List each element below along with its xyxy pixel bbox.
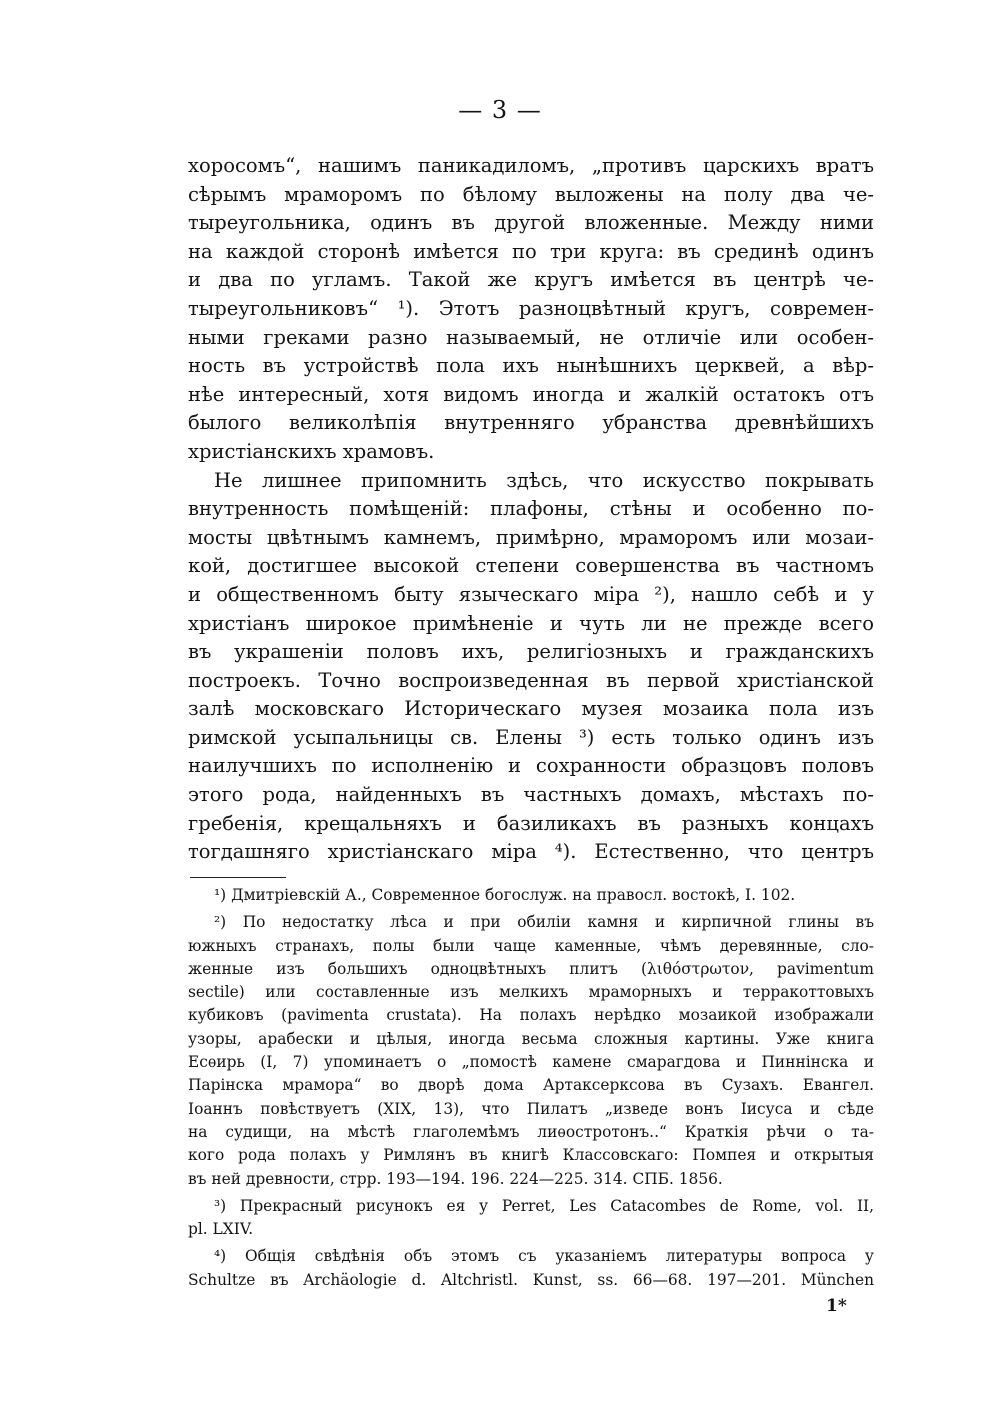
printer-signature-mark: 1* (826, 1296, 847, 1316)
footnote-line: sectile) или составленные изъ мелкихъ мраморныхъ и терракоттовыхъ (188, 983, 874, 1002)
text-line: на каждой сторонѣ имѣется по три круга: въ срединѣ одинъ (188, 239, 874, 263)
text-line: христіанъ широкое примѣненіе и чуть ли не прежде всего (188, 611, 874, 635)
footnote-line: Есѳирь (I, 7) упоминаетъ о „помостѣ камене смарагдова и Пиннінска и (188, 1053, 874, 1072)
footnote-line: Іоаннъ повѣствуетъ (XIX, 13), что Пилатъ „изведе вонъ Іисуса и сѣде (188, 1099, 874, 1118)
footnote-line: кого рода полахъ у Римлянъ въ книгѣ Классовскаго: Помпея и открытыя (188, 1146, 874, 1165)
text-line: нѣе интересный, хотя видомъ иногда и жалкій остатокъ отъ (188, 382, 874, 406)
footnote-line: кубиковъ (pavimenta crustata). На полахъ нерѣдко мозаикой изображали (188, 1006, 874, 1025)
main-text (188, 152, 874, 867)
text-line: ность въ устройствѣ пола ихъ нынѣшнихъ церквей, а вѣр- (188, 354, 874, 378)
text-line: римской усыпальницы св. Елены ³) есть только одинъ изъ (188, 725, 874, 749)
footnotes (188, 884, 874, 1292)
footnote-line: южныхъ странахъ, полы были чаще каменные, чѣмъ деревянные, сло- (188, 936, 874, 955)
footnote-divider (190, 877, 286, 878)
paragraph-end-line: христіанскихъ храмовъ. (188, 439, 435, 463)
footnote-line: женные изъ большихъ одноцвѣтныхъ плитъ (λιθόστρωτον, pavimentum (188, 959, 874, 978)
text-line: этого рода, найденныхъ въ частныхъ домахъ, мѣстахъ по- (188, 783, 874, 807)
text-line: и два по угламъ. Такой же кругъ имѣется въ центрѣ че- (188, 268, 874, 292)
footnote-line: pl. LXIV. (188, 1220, 254, 1239)
footnote-2: ²) По недостатку лѣса и при обиліи камня и кирпичной глины въ (214, 913, 874, 932)
footnote-3: ³) Прекрасный рисунокъ ея у Perret, Les Catacombes de Rome, vol. II, (214, 1196, 874, 1215)
text-line: и общественномъ быту языческаго міра ²), нашло себѣ и у (188, 582, 874, 606)
text-line: залѣ московскаго Историческаго музея мозаика пола изъ (188, 697, 874, 721)
text-line: въ украшеніи половъ ихъ, религіозныхъ и гражданскихъ (188, 640, 874, 664)
text-line: внутренность помѣщеній: плафоны, стѣны и особенно по- (188, 497, 874, 521)
text-line: гребенія, крещальняхъ и базиликахъ въ разныхъ концахъ (188, 811, 874, 835)
footnote-line: Schultze въ Archäologie d. Altchristl. Kunst, ss. 66—68. 197—201. München (188, 1270, 874, 1289)
text-line: построекъ. Точно воспроизведенная въ первой христіанской (188, 668, 874, 692)
footnote-line: узоры, арабески и цѣлыя, иногда весьма сложныя картины. Уже книга (188, 1029, 874, 1048)
text-line: сѣрымъ мраморомъ по бѣлому выложены на полу два че- (188, 182, 874, 206)
text-line: тыреугольника, одинъ въ другой вложенные. Между ними (188, 211, 874, 235)
text-line: тогдашняго христіанскаго міра ⁴). Естественно, что центръ (188, 840, 874, 864)
page-number: — 3 — (458, 96, 542, 124)
text-line: ными греками разно называемый, не отличіе или особен- (188, 325, 874, 349)
footnote-4: ⁴) Общія свѣдѣнія объ этомъ съ указаніемъ литературы вопроса у (214, 1247, 874, 1266)
footnote-line: Парінска мрамора“ во дворѣ дома Артаксерксова въ Сузахъ. Евангел. (188, 1076, 874, 1095)
footnote-line: въ ней древности, стрр. 193—194. 196. 224—225. 314. СПБ. 1856. (188, 1169, 723, 1188)
paragraph-start-line: Не лишнее припомнить здѣсь, что искусство покрывать (214, 468, 874, 492)
footnote-line: на судищи, на мѣстѣ глаголемѣмъ лиѳостротонъ..“ Краткія рѣчи о та- (188, 1122, 874, 1141)
footnote-1: ¹) Дмитріевскій А., Современное богослуж. на правосл. востокѣ, I. 102. (214, 886, 796, 904)
text-line: наилучшихъ по исполненію и сохранности образцовъ половъ (188, 754, 874, 778)
text-line: тыреугольниковъ“ ¹). Этотъ разноцвѣтный кругъ, современ- (188, 296, 874, 320)
text-line: кой, достигшее высокой степени совершенства въ частномъ (188, 554, 874, 578)
text-line: хоросомъ“, нашимъ паникадиломъ, „противъ царскихъ вратъ (188, 154, 874, 177)
text-line: былого великолѣпія внутренняго убранства древнѣйшихъ (188, 411, 874, 435)
text-line: мосты цвѣтнымъ камнемъ, примѣрно, мраморомъ или мозаи- (188, 525, 874, 549)
